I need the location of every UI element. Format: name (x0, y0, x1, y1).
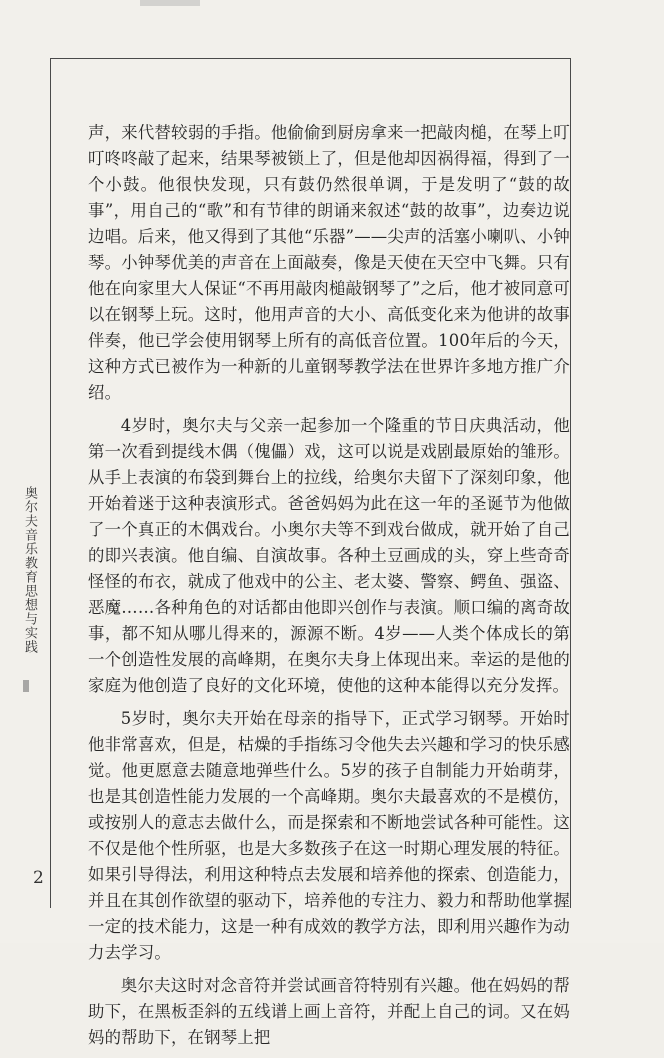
main-text (88, 120, 570, 1058)
page-number: 2 (33, 868, 44, 888)
frame-right-rule (570, 58, 571, 908)
side-tab-marker (23, 680, 29, 692)
paragraph-age-5: 5岁时，奥尔夫开始在母亲的指导下，正式学习钢琴。开始时他非常喜欢，但是，枯燥的手指练习令他失去兴趣和学习的快乐感觉。他更愿意去随意地弹些什么。5岁的孩子自制能力开始萌芽，也是其创造性能力发展的一个高峰期。奥尔夫最喜欢的不是模仿，或按别人的意志去做什么，而是探索和不断地尝试各种可能性。这不仅是他个性所驱，也是大多数孩子在这一时期心理发展的特征。如果引导得法，利用这种特点去发展和培养他的探索、创造能力，并且在其创作欲望的驱动下，培养他的专注力、毅力和帮助他掌握一定的技术能力，这是一种有成效的教学方法，即利用兴趣作为动力去学习。 (88, 709, 570, 962)
paragraph-age-4: 4岁时，奥尔夫与父亲一起参加一个隆重的节日庆典活动，他第一次看到提线木偶（傀儡）戏，这可以说是戏剧最原始的雏形。从手上表演的布袋到舞台上的拉线，给奥尔夫留下了深刻印象，他开始着迷于这种表演形式。爸爸妈妈为此在这一年的圣诞节为他做了一个真正的木偶戏台。小奥尔夫等不到戏台做成，就开始了自己的即兴表演。他自编、自演故事。各种土豆画成的头，穿上些奇奇怪怪的布衣，就成了他戏中的公主、老太婆、警察、鳄鱼、强盗、恶魔……各种角色的对话都由他即兴创作与表演。顺口编的离奇故事，都不知从哪儿得来的，源源不断。4岁——人类个体成长的第一个创造性发展的高峰期，在奥尔夫身上体现出来。幸运的是他的家庭为他创造了良好的文化环境，使他的这种本能得以充分发挥。 (88, 416, 570, 695)
paragraph-continued: 声，来代替较弱的手指。他偷偷到厨房拿来一把敲肉槌，在琴上叮叮咚咚敲了起来，结果琴被锁上了，但是他却因祸得福，得到了一个小鼓。他很快发现，只有鼓仍然很单调，于是发明了“鼓的故事”，用自己的“歌”和有节律的朗诵来叙述“鼓的故事”，边奏边说边唱。后来，他又得到了其他“乐器”——尖声的活塞小喇叭、小钟琴。小钟琴优美的声音在上面敲奏，像是天使在天空中飞舞。只有他在向家里大人保证“不再用敲肉槌敲钢琴了”之后，他才被同意可以在钢琴上玩。这时，他用声音的大小、高低变化来为他讲的故事伴奏，他已学会使用钢琴上所有的高低音位置。100年后的今天，这种方式已被作为一种新的儿童钢琴教学法在世界许多地方推广介绍。 (88, 123, 570, 402)
frame-top-rule (50, 58, 570, 59)
frame-left-rule (50, 58, 51, 908)
running-book-title: 奥尔夫音乐教育思想与实践 (22, 486, 37, 654)
top-edge-mark (140, 0, 200, 6)
paragraph-notes: 奥尔夫这时对念音符并尝试画音符特别有兴趣。他在妈妈的帮助下，在黑板歪斜的五线谱上画上音符，并配上自己的词。又在妈妈的帮助下，在钢琴上把 (88, 976, 570, 1047)
